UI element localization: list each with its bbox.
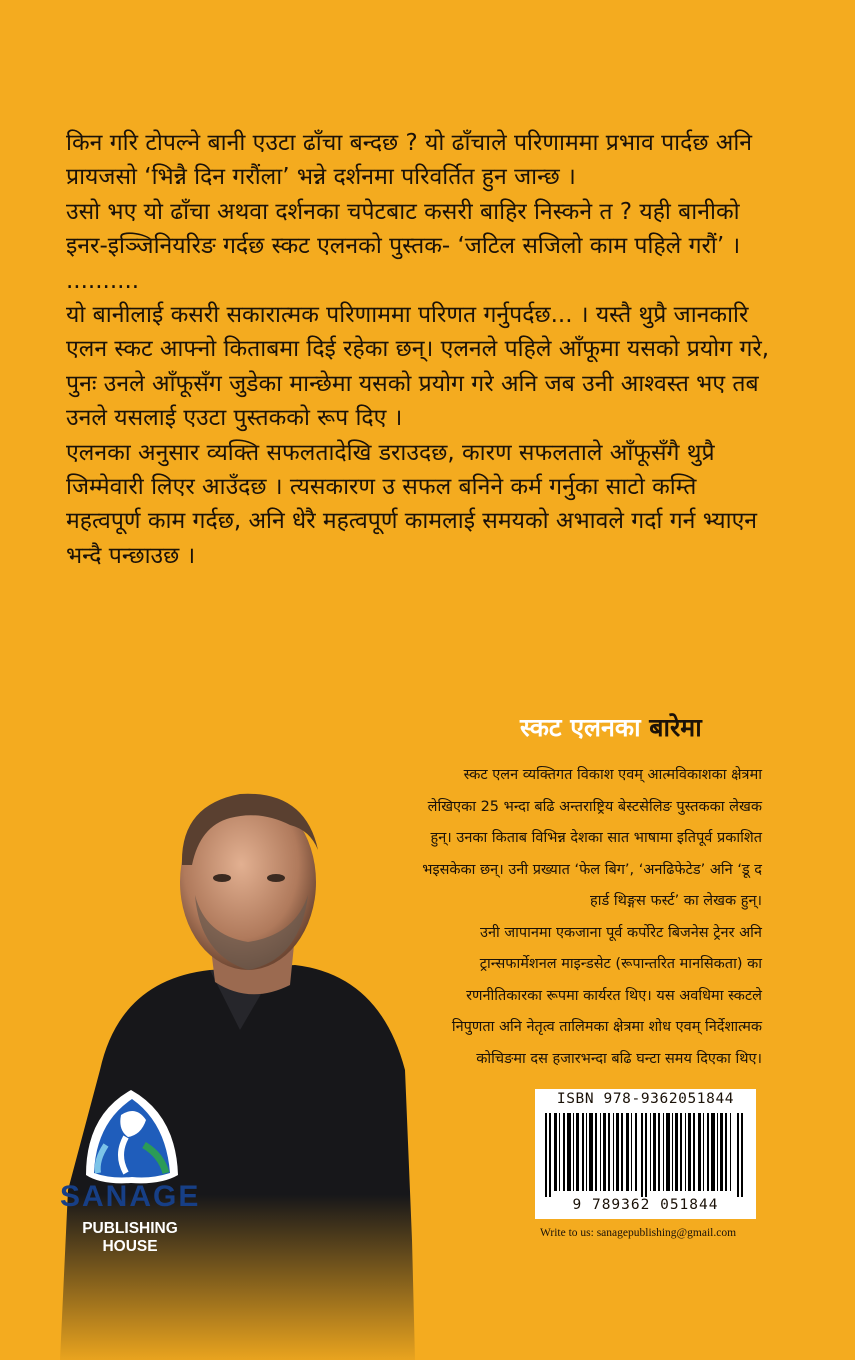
about-line: निपुणता अनि नेतृत्व तालिमका क्षेत्रमा शोध एवम् निर्देशात्मक	[451, 1019, 762, 1035]
blurb-paragraph-3: यो बानीलाई कसरी सकारात्मक परिणाममा परिणत गर्नुपर्दछ... । यस्तै थुप्रै जानकारि एलन स्कट आफ्नो किताबमा दिई रहेका छन्। एलनले पहिले आँफूमा यसको प्रयोग गरे, पुनः उनले आँफूसँग जुडेका मान्छेमा यसको प्रयोग गरे अनि जब उनी आश्वस्त भए तब उनले यसलाई एउटा पुस्तकको रूप दिए ।	[66, 302, 770, 432]
publisher-subtitle: PUBLISHING HOUSE	[82, 1220, 178, 1255]
blurb-paragraph-2: उसो भए यो ढाँचा अथवा दर्शनका चपेटबाट कसरी बाहिर निस्कने त ? यही बानीको इनर-इञ्जिनियरिङ गर्दछ स्कट एलनको पुस्तक- ‘जटिल सजिलो काम पहिले गरौं’ । ..........	[66, 198, 741, 294]
about-author-text	[330, 760, 762, 1075]
about-line: हार्ड थिङ्गस फर्स्ट’ का लेखक हुन्।	[590, 893, 762, 909]
about-title-part-1: स्कट एलनका	[520, 713, 641, 742]
about-line: उनी जापानमा एकजाना पूर्व कर्पोरेट बिजनेस ट्रेनर अनि	[480, 924, 762, 941]
contact-email: Write to us: sanagepublishing@gmail.com	[540, 1227, 737, 1239]
isbn-label: ISBN 978-9362051844	[556, 1091, 735, 1107]
blurb-paragraph-1: किन गरि टोपल्ने बानी एउटा ढाँचा बन्दछ ? यो ढाँचाले परिणाममा प्रभाव पार्दछ अनि प्रायजसो ‘भिन्नै दिन गरौंला’ भन्ने दर्शनमा परिवर्तित हुन जान्छ ।	[66, 130, 753, 191]
about-title-part-2: बारेमा	[649, 713, 702, 742]
isbn-barcode	[535, 1089, 756, 1219]
about-line: ट्रान्सफार्मेशनल माइन्डसेट (रूपान्तरित मानसिकता) का	[479, 956, 762, 972]
publisher-name: SANAGE	[60, 1180, 201, 1213]
about-line: भइसकेका छन्। उनी प्रख्यात ‘फेल बिग’, ‘अनढिफेटेड’ अनि ‘डू द	[422, 861, 762, 878]
about-line: कोचिङमा दस हजारभन्दा बढि घन्टा समय दिएका थिए।	[476, 1050, 762, 1067]
blurb-text	[66, 126, 776, 573]
blurb-paragraph-4: एलनका अनुसार व्यक्ति सफलतादेखि डराउदछ, कारण सफलताले आँफूसँगै थुप्रै जिम्मेवारी लिएर आउँदछ । त्यसकारण उ सफल बनिने कर्म गर्नुका साटो कम्ति महत्वपूर्ण काम गर्दछ, अनि धेरै महत्वपूर्ण कामलाई समयको अभावले गर्दा गर्न भ्याएन भन्दै पन्छाउछ ।	[66, 439, 758, 569]
about-line: स्कट एलन व्यक्तिगत विकाश एवम् आत्मविकाशका क्षेत्रमा	[463, 767, 762, 783]
about-line: रणनीतिकारका रूपमा कार्यरत थिए। यस अवधिमा स्कटले	[466, 987, 762, 1004]
about-author-heading	[520, 710, 760, 744]
about-line: हुन्। उनका किताब विभिन्न देशका सात भाषामा इतिपूर्व प्रकाशित	[430, 830, 762, 846]
about-line: लेखिएका 25 भन्दा बढि अन्तराष्ट्रिय बेस्टसेलिङ पुस्तकका लेखक	[427, 798, 762, 815]
isbn-number: 9 789362 051844	[572, 1197, 719, 1213]
barcode-bars	[545, 1113, 746, 1197]
